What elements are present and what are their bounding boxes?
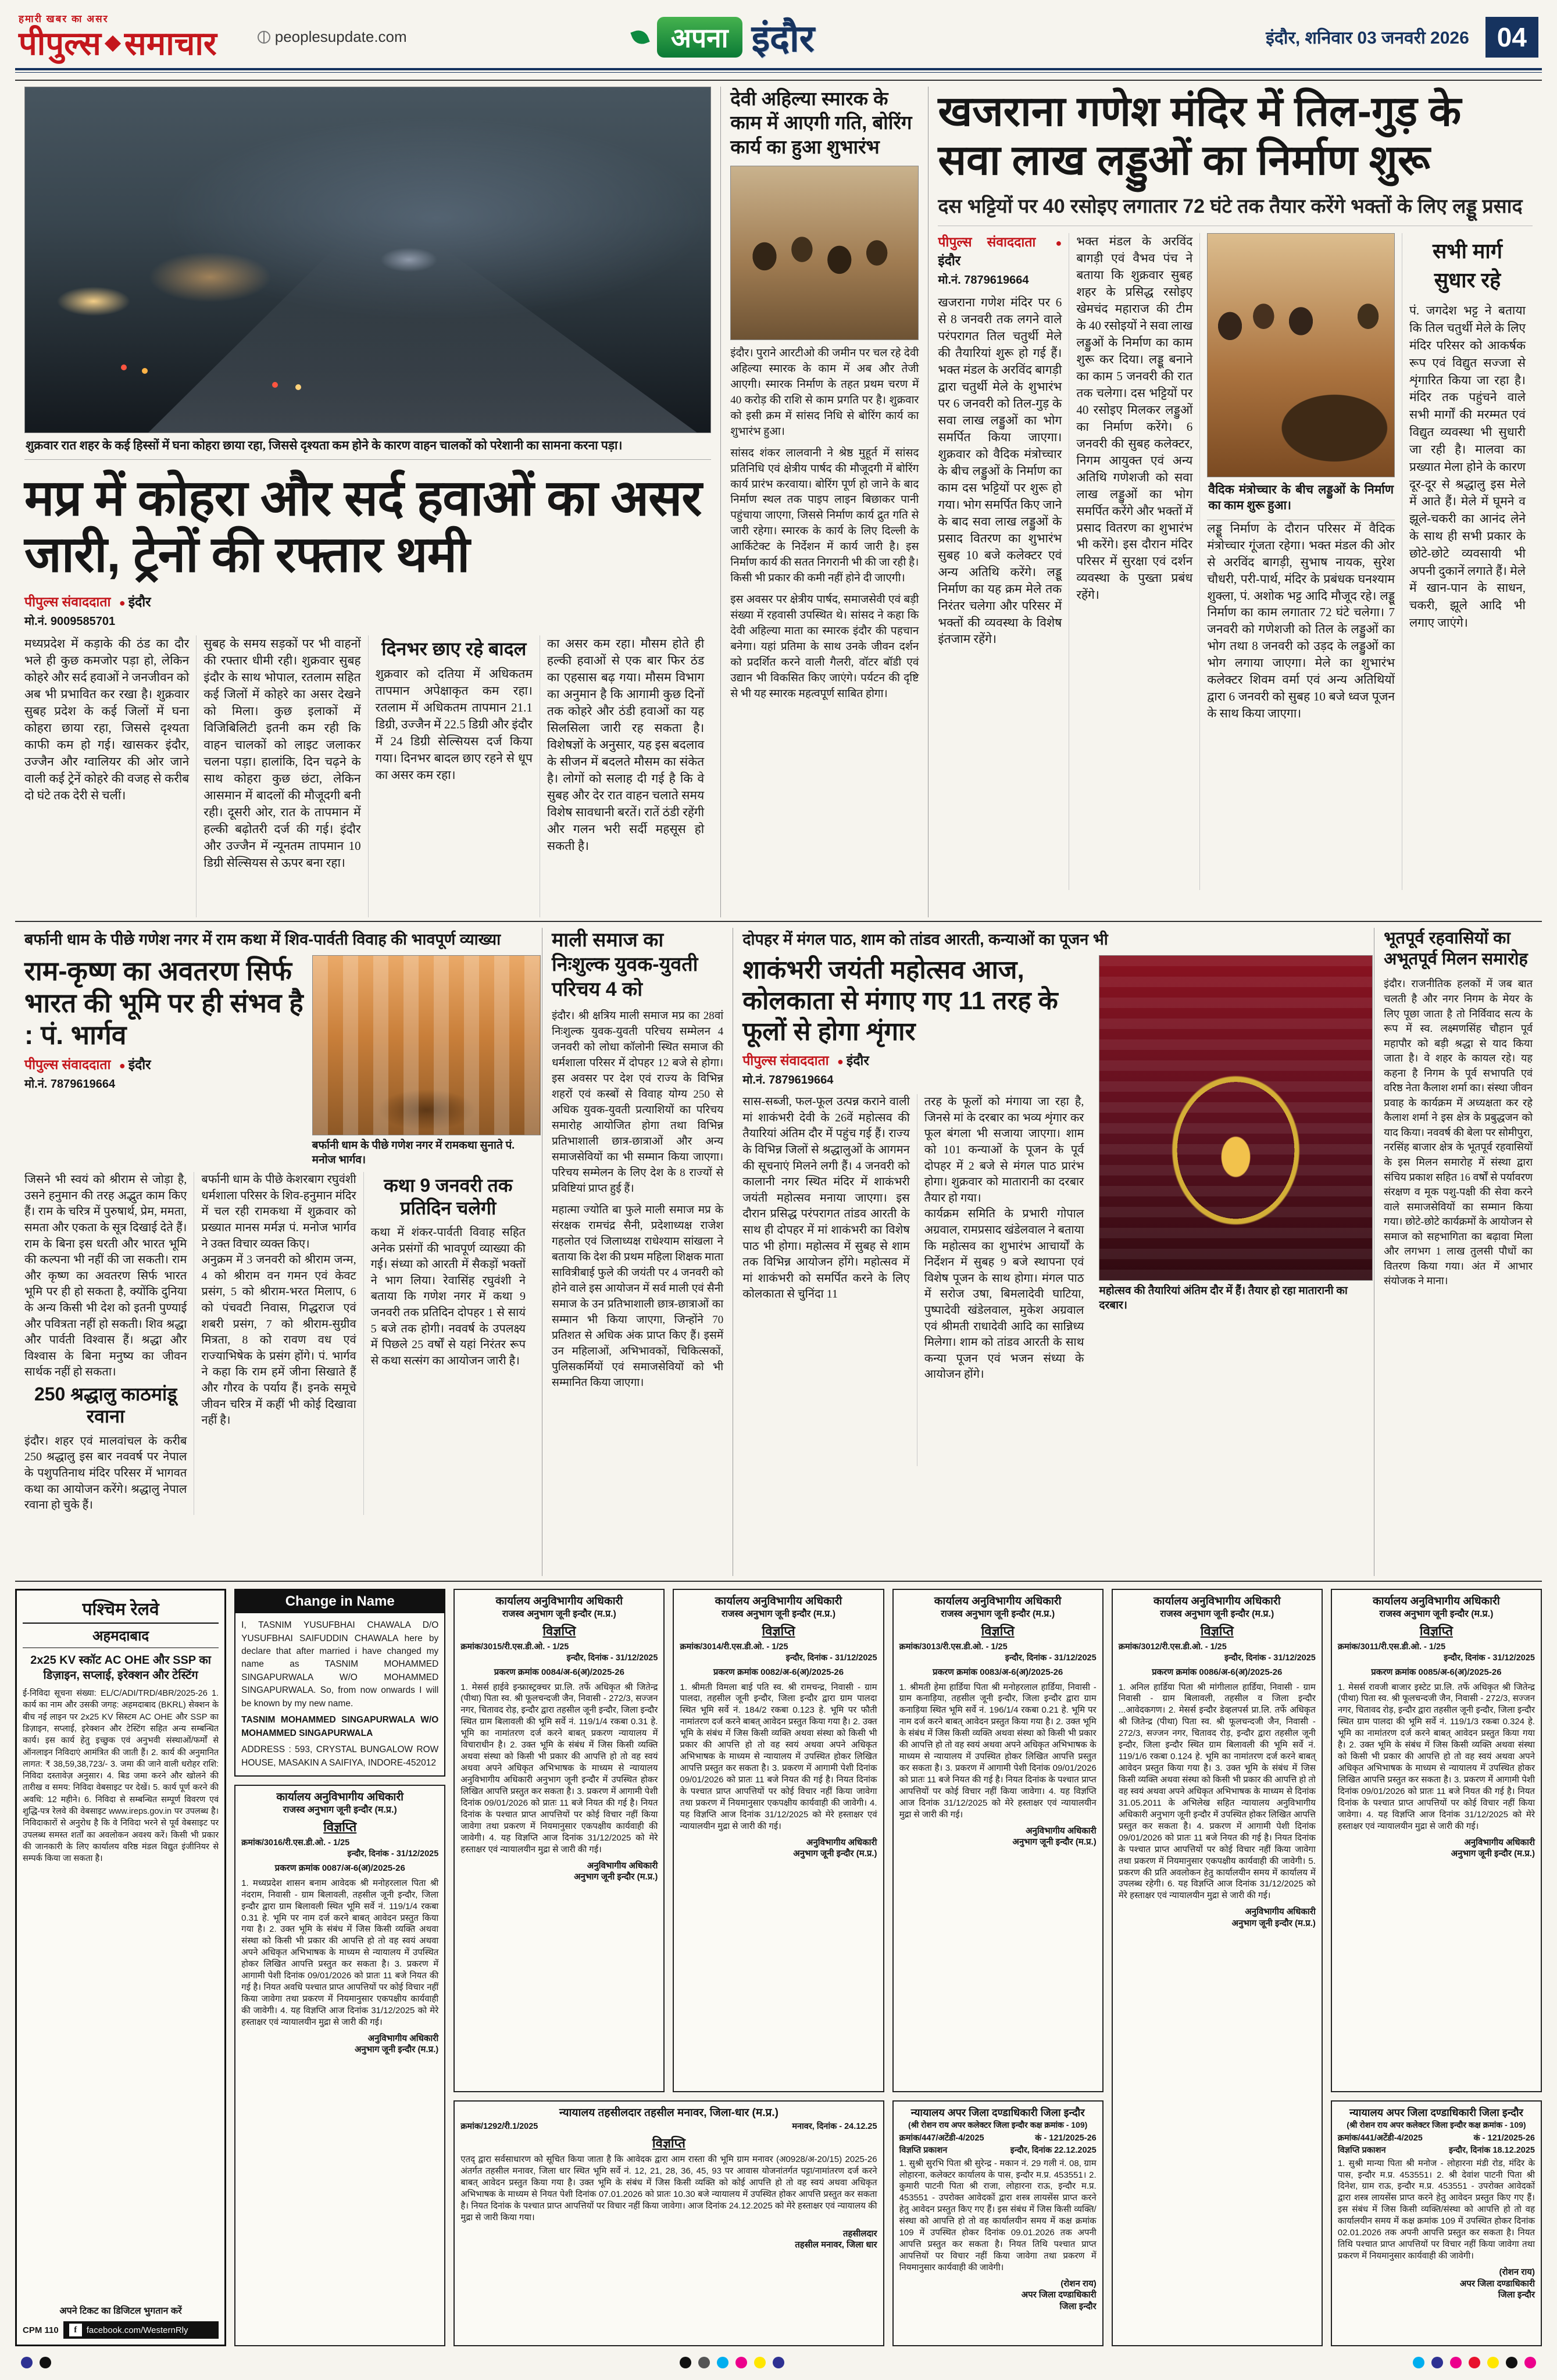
fog-body-columns <box>24 635 711 917</box>
body-text: तरह के फूलों को मंगाया जा रहा है, जिनसे मां के दरबार का भव्य शृंगार कर फूल बंगला भी सजाया जाएगा। शाम को 101 कन्याओं के पूजन के पूर्व दोपहर में 2 बजे से मंगल पाठ प्रारंभ होगा। शुक्रवार को मातारानी का दरबार तैयार हो गया। <box>924 1095 1084 1205</box>
notice-signature <box>1119 1906 1316 1929</box>
change-of-name-notice <box>234 1589 445 1777</box>
body-text: बर्फानी धाम के पीछे केशरबाग रघुवंशी धर्मशाला परिसर के शिव-हनुमान मंदिर में चल रही रामकथा में शुक्रवार को प्रख्यात मानस मर्मज्ञ पं. मनोज भार्गव ने उक्त विचार व्यक्त किए। <box>201 1173 356 1250</box>
print-registration-marks-right <box>1413 2357 1536 2368</box>
print-colophon <box>15 2350 1542 2375</box>
court-office: न्यायालय अपर जिला दण्डाधिकारी जिला इन्दौर <box>910 2107 1085 2119</box>
leaf-icon <box>630 27 649 47</box>
railway-footer <box>23 2321 219 2339</box>
notice-body: 1. मेसर्स हाईवे इन्फ्रास्ट्रक्चर प्रा.लि. तर्फे अधिकृत श्री जितेन्द्र (पीथा) पिता स्व. श्री फूलचन्दजी जैन, निवासी - 272/3, सज्जन नगर, चितावद रोड़, इन्दौर द्वारा तहसील जूनी इन्दौर, जिला इन्दौर स्थित ग्राम बिलावली की भूमि सर्वे नं. 119/1/4 रकबा 0.31 हे. भूमि का नामांतरण दर्ज करने बाबत् प्रकरण न्यायालय में विचाराधीन है। 2. उक्त भूमि के संबंध में जिस किसी व्यक्ति अथवा संस्था को किसी भी प्रकार की आपत्ति हो तो वह स्वयं अथवा अपने अधिकृत अभिभाषक के माध्यम से न्यायालय अनुविभागीय अधिकारी अनुभाग जूनी इन्दौर में उपस्थित होकर लिखित आपत्ति प्रस्तुत कर सकता है। 3. प्रकरण में आगामी पेशी दिनांक 09/01/2026 को प्रातः 11 बजे नियत की गई है। नियत दिनांक के पश्चात प्राप्त आपत्तियों पर कोई विचार नहीं किया जावेगा तथा प्रकरण में नियमानुसार एकपक्षीय कार्यवाही की जावेगी। 4. यह विज्ञप्ति आज दिनांक 31/12/2025 को मेरे हस्ताक्षर एवं न्यायालयीन मुद्रा से जारी की गई। <box>460 1682 658 1854</box>
fog-headline: मप्र में कोहरा और सर्द हवाओं का असर जारी, ट्रेनों की रफ्तार थमी <box>24 470 702 583</box>
khajrana-headline: खजराना गणेश मंदिर में तिल-गुड़ के सवा लाख लड्डुओं का निर्माण शुरू <box>938 88 1462 184</box>
notice-meta-row-2 <box>899 2145 1097 2156</box>
body-text: इंदौर। पुराने आरटीओ की जमीन पर चल रहे देवी अहिल्या स्मारक के काम में अब और तेजी आएगी। स्मारक निर्माण के तहत प्रथम चरण में 40 करोड़ की राशि से काम प्रगति पर है। शुक्रवार को इसी क्रम में सांसद निधि से बोरिंग कार्य का शुभारंभ हुआ। <box>730 346 919 438</box>
ram-headline-wrap <box>24 955 304 1099</box>
body-text: सांसद शंकर लालवानी ने श्रेष्ठ मुहूर्त में सांसद प्रतिनिधि एवं क्षेत्रीय पार्षद की मौजूदगी में बोरिंग कार्य प्रारंभ करवाया। बोरिंग पूर्ण हो जाने के बाद निर्माण स्थल तक पाइप लाइन बिछाकर पानी पहुंचाया जाएगा, जिससे निर्माण कार्य द्रुत गति से जारी रहेगा। स्मारक के कार्य के लिए दिल्ली के आर्किटेक्ट के निर्देशन में कार्य जारी है। इस निर्माण कार्य की सतत निगरानी भी की जा रही है। किसी भी प्रकार की कमी नहीं होने दी जाएगी। <box>730 446 919 585</box>
notice-office-2: राजस्व अनुभाग जूनी इन्दौर (म.प्र.) <box>721 1609 836 1619</box>
body-text: शुक्रवार को दतिया में अधिकतम तापमान अपेक्षाकृत कम रहा। रतलाम में अधिकतम तापमान 21.1 डिग्री, उज्जैन में 22.5 डिग्री और इंदौर में 24 डिग्री सेल्सियस दर्ज किया गया। दिनभर बादल छाए रहने से धूप का असर कम रहा। <box>375 667 533 782</box>
body-text: इंदौर। श्री क्षत्रिय माली समाज मप्र का 28वां निःशुल्क युवक-युवती परिचय सम्मेलन 4 जनवरी को लोधा कॉलोनी स्थित समाज की धर्मशाला परिसर में दोपहर 12 बजे से होगा। इस अवसर पर देश एवं राज्य के विभिन्न शहरों एवं कस्बों से विवाह योग्य 250 से अधिक युवक-युवती प्रत्याशियों का परिचय समारोह आयोजित होगा तथा विभिन्न प्रतिभाशाली छात्र-छात्राओं और अन्य समाजसेवियों का भी सम्मान किया जाएगा। परिचय सम्मेलन के लिए देश के 8 राज्यों से प्रविष्टियां प्राप्त हुई हैं। <box>551 1010 724 1195</box>
notice-office: कार्यालय अनुविभागीय अधिकारी <box>715 1595 842 1608</box>
byline <box>24 592 711 610</box>
notice-meta-row <box>460 2121 877 2132</box>
article-ahilya-smarak <box>720 87 928 917</box>
byline <box>742 1050 1091 1069</box>
ahilya-headline: देवी अहिल्या स्मारक के काम में आएगी गति, बोरिंग कार्य का हुआ शुभारंभ <box>730 88 912 158</box>
notice-office: कार्यालय अनुविभागीय अधिकारी <box>1153 1595 1281 1608</box>
shakambhari-darbar-photo <box>1099 955 1373 1281</box>
notice-title: विज्ञप्ति <box>652 2136 685 2151</box>
khajrana-sidebar-headline: सभी मार्ग सुधार रहे <box>1432 239 1503 292</box>
notice-body: 1. मध्यप्रदेश शासन बनाम आवेदक श्री मनोहरलाल पिता श्री नंदराम, निवासी - ग्राम बिलावली, तहसील जूनी इन्दौर, जिला इन्दौर द्वारा ग्राम बिलावली स्थित भूमि सर्वे नं. 119/1/4 रकबा 0.31 हे. भूमि पर नाम दर्ज करने बाबत् आवेदन प्रस्तुत किया गया है। 2. उक्त भूमि के संबंध में जिस किसी व्यक्ति अथवा संस्था को किसी भी प्रकार की आपत्ति हो तो वह स्वयं अथवा अपने अधिकृत अभिभाषक के माध्यम से न्यायालय में उपस्थित होकर लिखित आपत्ति प्रस्तुत कर सकता है। 3. प्रकरण में आगामी पेशी दिनांक 09/01/2026 को प्रातः 11 बजे नियत की गई है। नियत अवधि पश्चात प्राप्त आपत्तियों पर कोई विचार नहीं किया जावेगा तथा प्रकरण में नियमानुसार एकपक्षीय कार्यवाही की जावेगी। 4. यह विज्ञप्ति आज दिनांक 31/12/2025 को मेरे हस्ताक्षर एवं न्यायालयीन मुद्रा से जारी की गई। <box>241 1878 439 2027</box>
ram-body-columns <box>24 1172 533 1515</box>
byline-agency: पीपुल्स संवाददाता <box>938 234 1036 250</box>
shak-byline-row <box>742 1050 1091 1087</box>
notice-office-2: राजस्व अनुभाग जूनी इन्दौर (म.प्र.) <box>502 1609 616 1619</box>
notice-title: विज्ञप्ति प्रकाशन <box>899 2146 948 2156</box>
ram-sub2-headline: कथा 9 जनवरी तक प्रतिदिन चलेगी <box>384 1175 513 1218</box>
classifieds-column-2 <box>234 1589 445 2346</box>
notice-body: 1. सुश्री सुरभि पिता श्री सुरेन्द्र - मकान नं. 29 गली नं. 08, ग्राम लोहारना, कलेक्टर कार्यालय के पास, इन्दौर म.प्र. 453551। 2. कुमारी पाटनी पिता श्री राजा, लोहारना राऊ, इन्दौर म.प्र. 453551 - उपरोक्त आवेदकों द्वारा शस्त्र लायसेंस प्राप्त करने हेतु आवेदन प्रस्तुत किए गए हैं। इस संबंध में जिस किसी व्यक्ति/संस्था को आपत्ति हो तो वह कार्यालयीन समय में कक्ष क्रमांक 109 में उपस्थित होकर दिनांक 09.01.2026 तक अपनी आपत्ति प्रस्तुत कर सकता है। नियत तिथि पश्चात प्राप्त आपत्तियों पर विचार नहीं किया जावेगा तथा प्रकरण में नियमानुसार कार्यवाही की जावेगी। <box>899 2158 1097 2273</box>
body-text: अनुक्रम में 3 जनवरी को श्रीराम जन्म, 4 को श्रीराम वन गमन एवं केवट प्रसंग, 5 को श्रीराम-भरत मिलाप, 6 को पंचवटी निवास, गिद्धराज एवं शबरी प्रसंग, 7 को श्रीराम-सुग्रीव मित्रता, 8 को रावण वध एवं राज्याभिषेक के प्रसंग होंगे। पं. भार्गव ने कहा कि राम हमें जीना सिखाते हैं और गौरव के पर्याय हैं। इनके समूचे जीवन चरित्र में कहीं भी कोई दिखावा नहीं है। <box>201 1253 356 1427</box>
notice-right-number: कं - 121/2025-26 <box>1035 2134 1097 2143</box>
byline-city: ● इंदौर <box>837 1053 869 1068</box>
legal-notice-4 <box>892 1589 1104 2092</box>
notice-date: इन्दौर, दिनांक - 31/12/2025 <box>785 1653 877 1663</box>
ram-kicker: बर्फानी धाम के पीछे गणेश नगर में राम कथा में शिव-पार्वती विवाह की भावपूर्ण व्याख्या <box>24 930 501 948</box>
court-office-2: (श्री रोशन राय अपर कलेक्टर जिला इन्दौर कक्ष क्रमांक - 109) <box>1347 2120 1526 2130</box>
print-registration-marks-center <box>680 2357 784 2368</box>
facebook-icon: f <box>69 2324 82 2336</box>
notice-signature <box>460 2228 877 2251</box>
article-ram-katha <box>15 928 542 1576</box>
notice-number: क्रमांक/3013/री.एस.डी.ओ. - 1/25 <box>899 1642 1008 1652</box>
notice-title: विज्ञप्ति <box>1419 1623 1453 1638</box>
ram-body-col-2 <box>194 1172 363 1515</box>
website-link[interactable] <box>258 28 407 46</box>
ram-body-col-1 <box>24 1172 194 1515</box>
railway-tender-body: ई-निविदा सूचना संख्या: EL/C/ADI/TRD/4BR/2025-26 1. कार्य का नाम और उसकी जगह: अहमदाबाद (BKRL) सेक्शन के बीच नई लाइन पर 2x25 KV सिस्टम AC OHE और SSP का डिज़ाइन, सप्लाई, इरेक्शन और टेस्टिंग सहित अन्य सम्बन्धित कार्य। इस कार्य हेतु इच्छुक एवं अनुभवी संस्थाओं/फर्मों से ऑनलाइन निविदाएं आमंत्रित की जाती हैं। 2. कार्य की अनुमानित लागत: ₹ 38,59,38,723/- 3. जमा की जाने वाली धरोहर राशि: निविदा दस्तावेज़ अनुसार। 4. बिड जमा करने और खोलने की तारीख व समय: निविदा वेबसाइट पर देखें। 5. कार्य पूर्ण करने की अवधि: 12 महीने। 6. निविदा से सम्बन्धित सम्पूर्ण विवरण एवं शुद्धि-पत्र रेलवे की वेबसाइट www.ireps.gov.in पर उपलब्ध है। निविदाकारों से अनुरोध है कि वे निविदा भरने से पूर्व वेबसाइट पर उपलब्ध समस्त शर्तों का अवलोकन अवश्य करें। किसी भी प्रकार की जानकारी के लिए कार्यालय वरिष्ठ मंडल विद्युत इंजीनियर से सम्पर्क किया जा सकता है। <box>23 1689 219 1864</box>
notice-sign-line-2: अनुभाग जूनी इन्दौर (म.प्र.) <box>574 1872 658 1882</box>
notice-signature <box>1338 2267 1535 2301</box>
notice-date: इन्दौर, दिनांक 18.12.2025 <box>1448 2146 1535 2156</box>
ram-sub1-headline: 250 श्रद्धालु काठमांडू रवाना <box>34 1384 177 1427</box>
globe-icon <box>258 31 270 44</box>
body-text: भक्त मंडल के अरविंद बागड़ी एवं वैभव पंच ने बताया कि शुक्रवार सुबह शहर के प्रसिद्ध रसोइए खेमचंद महाराज की टीम के 40 रसोइयों ने सवा लाख लड्डुओं के निर्माण का काम शुरू कर दिया। लड्डू बनाने का काम 5 जनवरी की रात तक चलेगा। दस भट्टियों पर 40 रसोइए मिलकर लड्डुओं का निर्माण करेंगे। 6 जनवरी की सुबह कलेक्टर, निगम आयुक्त एवं अन्य अतिथि गणेशजी को सवा लाख लड्डुओं का भोग समर्पित करेंगे और भक्तों में प्रसाद वितरण का शुभारंभ भी करेंगे। इस दौरान मंदिर परिसर में सुरक्षा एवं दर्शन व्यवस्था के पुख्ता प्रबंध रहेंगे। <box>1076 234 1193 602</box>
khajrana-body-columns <box>938 233 1533 890</box>
article-fog <box>15 87 720 917</box>
notice-case-number: प्रकरण क्रमांक 0087/अ-6(अ)/2025-26 <box>274 1863 405 1873</box>
notice-sign-line-1: अनुविभागीय अधिकारी <box>1245 1907 1316 1917</box>
ahilya-boring-photo <box>730 166 919 340</box>
court-notice-1 <box>892 2100 1104 2346</box>
byline-agency: पीपुल्स संवाददाता <box>24 1057 111 1073</box>
court-office: न्यायालय अपर जिला दण्डाधिकारी जिला इन्दौर <box>1349 2107 1523 2119</box>
byline-phone: मो.नं. 7879619664 <box>938 273 1029 287</box>
shak-body-col-1 <box>742 1094 917 1466</box>
notice-case-number: प्रकरण क्रमांक 0085/अ-6(अ)/2025-26 <box>1371 1667 1502 1677</box>
fog-body-col-1 <box>24 635 196 917</box>
notice-number: क्रमांक/1292/री.1/2025 <box>460 2121 538 2131</box>
notice-signature <box>899 2278 1097 2313</box>
notice-sign-line-1: अनुविभागीय अधिकारी <box>367 2033 439 2043</box>
logo-tagline: हमारी खबर का असर <box>19 13 109 24</box>
body-text: इंदौर। राजनीतिक हलकों में जब बात चलती है और नगर निगम के मेयर के लिए पूछा जाता है तो निर्विवाद सत्य के रूप में स्व. लक्ष्मणसिंह चौहान पूर्व महापौर को बड़ी श्रद्धा से याद किया जाता है। वे शहर के कायल रहे। यह कहना है निगम के पूर्व सभापति एवं वरिष्ठ नेता कैलाश शर्मा का। संस्था जीवन प्रवाह के कार्यक्रम में अध्यक्षता कर रहे कैलाश शर्मा ने इस क्षेत्र के प्रबुद्धजन को याद किया। नववर्ष की बेला पर सोमीपुरा, नरसिंह बाजार क्षेत्र के भूतपूर्व रहवासियों के इस मिलन समारोह में संस्था द्वारा संचिय प्रकाश सहित 16 वर्षों से पर्यावरण संरक्षण व मूक पशु-पक्षी की सेवा करने वाले समाजसेवियों का सम्मान किया गया। छोटे-छोटे कार्यक्रमों के आयोजन से समाज को सहभागिता का बढ़ावा मिला और लगभग 1 लाख तुलसी पौधों का वितरण किया गया। अंत में आभार संयोजक ने माना। <box>1384 978 1533 1287</box>
middle-band <box>15 921 1542 1576</box>
court-office-2: (श्री रोशन राय अपर कलेक्टर जिला इन्दौर कक्ष क्रमांक - 109) <box>908 2120 1088 2130</box>
legal-notice-6 <box>1331 1589 1542 2092</box>
byline-city: ● इंदौर <box>119 1057 151 1072</box>
body-text: जिसने भी स्वयं को श्रीराम से जोड़ा है, उसने हनुमान की तरह अद्भुत काम किए हैं। राम के चरित्र में पुरुषार्थ, प्रेम, ममता, समता और एकता के सूत्र दिखाई देते हैं। राम के बिना इस धरती और भारत भूमि की कल्पना भी नहीं की जा सकती। राम और कृष्ण का अवतरण सिर्फ भारत भूमि पर ही हो सकता है, क्योंकि दुनिया के अन्य किसी भी देश को इतनी पुण्याई और पवित्रता नहीं हो सकती। शिव श्रद्धा और पार्वती विश्वास हैं। श्रद्धा और विश्वास के बिना मनुष्य का जीवन सार्थक नहीं हो सकता। <box>24 1173 187 1379</box>
notice-sign-line-1: तहसीलदार <box>842 2228 877 2239</box>
fog-body-col-4 <box>540 635 711 917</box>
fog-subhead: दिनभर छाए रहे बादल <box>381 638 527 659</box>
legal-notice-2 <box>453 1589 665 2092</box>
byline-phone: मो.नं. 9009585701 <box>24 614 116 628</box>
notice-sign-line-2: अनुभाग जूनी इन्दौर (म.प्र.) <box>1231 1918 1316 1928</box>
change-of-name-body <box>235 1613 444 1775</box>
legal-notice-5 <box>1112 1589 1323 2346</box>
article-shakambhari <box>733 928 1374 1576</box>
notice-case-number: प्रकरण क्रमांक 0086/अ-6(अ)/2025-26 <box>1152 1667 1283 1677</box>
change-of-name-address: ADDRESS : 593, CRYSTAL BUNGALOW ROW HOUSE, MASAKIN A SAIFIYA, INDORE-452012 <box>241 1745 439 1768</box>
khajrana-photo-caption: वैदिक मंत्रोच्चार के बीच लड्डुओं के निर्माण का काम शुरू हुआ। <box>1207 477 1395 520</box>
byline <box>24 1055 304 1073</box>
masthead-rule <box>15 68 1542 73</box>
article-milan-samaroh <box>1374 928 1542 1576</box>
notice-sign-line-1: अनुविभागीय अधिकारी <box>587 1860 658 1871</box>
fog-body-col-3 <box>368 635 540 917</box>
website-url[interactable]: peoplesupdate.com <box>274 28 407 45</box>
shak-photo-caption: महोत्सव की तैयारियां अंतिम दौर में हैं। तैयार हो रहा मातारानी का दरबार। <box>1099 1284 1348 1311</box>
edition-word-apna: अपना <box>657 17 742 58</box>
article-mali-samaj <box>542 928 733 1576</box>
ram-header-row <box>24 955 533 1167</box>
manavar-tehsil-notice <box>453 2100 884 2346</box>
notice-body: 1. अनिल हार्डिया पिता श्री मांगीलाल हार्डिया, निवासी - ग्राम निवासी - ग्राम बिलावली, तहसील व जिला इन्दौर ...आवेदकगण। 2. मेसर्स इन्दौर डेव्हलपर्स प्रा.लि. तर्फे अधिकृत श्री जितेन्द्र (पीथा) पिता स्व. श्री फूलचन्दजी जैन, निवासी - 272/3, सज्जन नगर, चितावद रोड़, इन्दौर द्वारा तहसील जूनी इन्दौर, जिला इन्दौर स्थित ग्राम बिलावली की भूमि सर्वे नं. 119/1/6 रकबा 0.124 हे. भूमि का नामांतरण दर्ज करने बाबत् आवेदन प्रस्तुत किया गया है। 3. उक्त भूमि के संबंध में जिस किसी व्यक्ति अथवा संस्था को किसी भी प्रकार की आपत्ति हो तो वह स्वयं अथवा अपने अधिकृत अभिभाषक के माध्यम से दिनांक 31.05.2011 के अभिलेख सहित न्यायालय अनुविभागीय अधिकारी अनुभाग जूनी इन्दौर में उपस्थित होकर लिखित आपत्ति प्रस्तुत कर सकता है। 4. प्रकरण में आगामी पेशी दिनांक 09/01/2026 को प्रातः 11 बजे नियत की गई है। नियत दिनांक के पश्चात प्राप्त आपत्तियों पर कोई विचार नहीं किया जावेगा तथा प्रकरण में नियमानुसार एकपक्षीय कार्यवाही की जावेगी। 5. प्रकरण की प्रति अवलोकन हेतु कार्यालयीन समय में कार्यालय में उपलब्ध रहेगी। 6. यह विज्ञप्ति आज दिनांक 31/12/2025 को मेरे हस्ताक्षर एवं न्यायालयीन मुद्रा से जारी की गई। <box>1118 1682 1316 1901</box>
shak-figure <box>1099 955 1373 1466</box>
facebook-url[interactable]: facebook.com/WesternRly <box>86 2325 188 2335</box>
railway-tender-title: 2x25 KV स्कॉट AC OHE और SSP का डिज़ाइन, सप्लाई, इरेक्शन और टेस्टिंग <box>30 1654 211 1682</box>
notice-signature <box>899 1825 1097 1848</box>
notice-title: विज्ञप्ति <box>542 1623 576 1638</box>
ram-byline-row <box>24 1055 304 1091</box>
court-notice-2 <box>1331 2100 1542 2346</box>
notice-body: एतद् द्वारा सर्वसाधारण को सूचित किया जाता है कि आवेदक द्वारा आम रास्ता की भूमि ग्राम मनावर (अ0928/अ-20/15) 2025-26 अंतर्गत तहसील मनावर, जिला धार स्थित भूमि सर्वे नं. 12, 21, 28, 36, 45, 93 पर आवास योजनांतर्गत पट्टा/नामांतरण दर्ज करने बाबत् आवेदन प्रस्तुत किया गया है। उक्त भूमि के संबंध में जिस किसी व्यक्ति को कोई आपत्ति हो तो वह स्वयं अथवा अधिकृत अभिभाषक के माध्यम से नियत पेशी दिनांक 07.01.2026 को प्रातः 10.30 बजे न्यायालय में उपस्थित होकर आपत्ति प्रस्तुत कर सकता है। नियत दिनांक के पश्चात प्राप्त आपत्तियों पर विचार नहीं किया जावेगा। आज दिनांक 24.12.2025 को मेरे हस्ताक्षर एवं न्यायालय की मुद्रा से जारी किया गया। <box>460 2154 877 2223</box>
notice-meta-row-2 <box>1338 2145 1535 2156</box>
logo-text <box>19 27 217 60</box>
notice-case-number: प्रकरण क्रमांक 0084/अ-6(अ)/2025-26 <box>494 1667 624 1677</box>
notice-title: विज्ञप्ति प्रकाशन <box>1337 2146 1386 2156</box>
fog-byline-row <box>24 592 711 628</box>
dateline: इंदौर, शनिवार 03 जनवरी 2026 <box>1266 28 1469 48</box>
body-text: का असर कम रहा। मौसम होते ही हल्की हवाओं से एक बार फिर ठंड का एहसास बढ़ गया। मौसम विभाग का अनुमान है कि आगामी कुछ दिनों तक कोहरे और ठंडी हवाओं का यह सिलसिला जारी रह सकता है। विशेषज्ञों के अनुसार, यह इस बदलाव के सीजन में बदलते मौसम का संकेत है। लोगों को सलाह दी गई है कि वे सुबह और देर रात वाहन चलाते समय विशेष सावधानी बरतें। रातें ठंडी रहेंगी और गलन भरी सर्दी महसूस हो सकती है। <box>547 636 705 853</box>
notice-office: न्यायालय तहसीलदार तहसील मनावर, जिला-धार (म.प्र.) <box>559 2107 779 2120</box>
ram-body-col-3 <box>363 1172 533 1515</box>
byline-city: ● इंदौर <box>119 594 151 609</box>
notice-sign-line-3: जिला इन्दौर <box>1059 2301 1097 2311</box>
notice-body: 1. सुश्री मान्या पिता श्री मनोज - लोहारना मंडी रोड, मंदिर के पास, इन्दौर म.प्र. 453551। 2. श्री देवांश पाटनी पिता श्री दिनेश, ग्राम राऊ, इन्दौर म.प्र. 453551 - उपरोक्त आवेदकों द्वारा शस्त्र लायसेंस प्राप्त करने हेतु आवेदन प्रस्तुत किए गए हैं। इस संबंध में जिस किसी व्यक्ति/संस्था को आपत्ति हो तो वह कार्यालयीन समय में कक्ष क्रमांक 109 में उपस्थित होकर दिनांक 02.01.2026 तक अपनी आपत्ति प्रस्तुत कर सकता है। नियत तिथि पश्चात प्राप्त आपत्तियों पर विचार नहीं किया जावेगा तथा प्रकरण में नियमानुसार कार्यवाही की जावेगी। <box>1337 2158 1535 2261</box>
notice-right-number: कं - 121/2025-26 <box>1473 2134 1535 2143</box>
notice-signature <box>241 2033 438 2056</box>
notice-body: 1. श्रीमती हेमा हार्डिया पिता श्री मनोहरलाल हार्डिया, निवासी - ग्राम कनाड़िया, तहसील जूनी इन्दौर, जिला इन्दौर द्वारा ग्राम कनाड़िया स्थित भूमि सर्वे नं. 196/1/4 रकबा 0.21 हे. भूमि पर नाम दर्ज करने बाबत् आवेदन प्रस्तुत किया गया है। 2. उक्त भूमि के संबंध में जिस किसी व्यक्ति अथवा संस्था को किसी भी प्रकार की आपत्ति हो तो वह स्वयं अथवा अपने अधिकृत अभिभाषक के माध्यम से न्यायालय में उपस्थित होकर लिखित आपत्ति प्रस्तुत कर सकता है। 3. प्रकरण में आगामी पेशी दिनांक 09/01/2026 को प्रातः 11 बजे नियत की गई है। नियत दिनांक के पश्चात प्राप्त आपत्तियों पर कोई विचार नहीं किया जावेगा। 4. यह विज्ञप्ति आज दिनांक 31/12/2025 को मेरे हस्ताक्षर एवं न्यायालयीन मुद्रा से जारी की गई। <box>899 1682 1097 1820</box>
notice-signature <box>460 1860 658 1883</box>
notice-sign-line-2: अनुभाग जूनी इन्दौर (म.प्र.) <box>354 2045 439 2055</box>
railway-tender-notice <box>15 1589 226 2346</box>
byline-agency: पीपुल्स संवाददाता <box>24 594 111 609</box>
logo-diamond-icon <box>105 35 121 52</box>
notice-sign-line-1: अनुविभागीय अधिकारी <box>806 1837 877 1847</box>
notice-sign-line-2: अपर जिला दण्डाधिकारी <box>1459 2278 1535 2289</box>
notice-title: विज्ञप्ति <box>323 1819 357 1834</box>
notice-office: कार्यालय अनुविभागीय अधिकारी <box>934 1595 1062 1608</box>
body-text: खजराना गणेश मंदिर पर 6 से 8 जनवरी तक लगने वाले परंपरागत तिल चतुर्थी मेले की तैयारियां शुरू हो गई हैं। भक्त मंडल के अरविंद बागड़ी द्वारा चतुर्थी मेले के शुभारंभ पर 6 जनवरी को तिल-गुड़ के सवा लाख लड्डुओं का भोग समर्पित किया जाएगा। शुक्रवार को वैदिक मंत्रोच्चार के बीच लड्डुओं के निर्माण का काम दस भट्टियों पर शुरू हो गया। भोग समर्पित किए जाने के बाद सवा लाख लड्डुओं के प्रसाद वितरण का शुभारंभ सुबह 10 बजे कलेक्टर एवं अन्य अतिथि करेंगे। लड्डू निर्माण का यह क्रम मेले तक निरंतर चलेगा और परिसर में भक्तों की व्यवस्था के विशेष इंतजाम रहेंगे। <box>938 295 1062 646</box>
notice-sign-line-2: तहसील मनावर, जिला धार <box>795 2240 877 2250</box>
shak-body-col-2 <box>917 1094 1091 1466</box>
masthead <box>15 9 1542 68</box>
body-text: लड्डू निर्माण के दौरान परिसर में वैदिक मंत्रोच्चार गूंजता रहेगा। भक्त मंडल की ओर से अरविंद बागड़ी, सुभाष नायक, सुरेश चौधरी, परी-पार्थ, मंदिर के प्रबंधक घनश्याम शुक्ला, पं. अशोक भट्ट आदि मौजूद रहे। लड्डू निर्माण का काम लगातार 72 घंटे चलेगा। 7 जनवरी को गणेशजी को तिल के लड्डुओं का भोग तथा 8 जनवरी को उड़द के लड्डुओं का भोग लगाया जाएगा। मेले का शुभारंभ कलेक्टर शिवम वर्मा एवं अन्य अतिथियों द्वारा 6 जनवरी को सुबह 10 बजे ध्वज पूजन के साथ किया जाएगा। <box>1207 521 1395 721</box>
notice-number: क्रमांक/3015/री.एस.डी.ओ. - 1/25 <box>460 1642 569 1652</box>
fog-night-road-photo <box>24 87 711 433</box>
notice-sign-line-2: अनुभाग जूनी इन्दौर (म.प्र.) <box>1012 1837 1097 1847</box>
notice-meta-row <box>1338 2133 1535 2144</box>
khajrana-col-2 <box>1069 233 1199 890</box>
edition-word-indore: इंदौर <box>751 17 815 59</box>
logo-word-2: समाचार <box>124 25 217 62</box>
khajrana-laddu-photo <box>1207 233 1395 477</box>
notice-signature <box>680 1837 877 1860</box>
body-text: पं. जगदेश भट्ट ने बताया कि तिल चतुर्थी मेले के लिए मंदिर परिसर को आकर्षक रूप एवं विद्युत सज्जा से शृंगारित किया जा रहा है। मंदिर तक पहुंचने वाले सभी मार्गों की मरम्मत एवं विद्युत व्यवस्था भी सुधारी जा रही है। मालवा का प्रख्यात मेला होने के कारण दूर-दूर से श्रद्धालु इस मेले में आते हैं। मेले में घूमने व झूले-चकरी का आनंद लेने के साथ ही सभी प्रकार के छोटे-छोटे व्यवसायी भी अपनी दुकानें लगाते हैं। मेले में खान-पान के साधन, चकरी, झूले आदि भी लगाए जाएंगे। <box>1409 303 1526 630</box>
notice-date: मनावर, दिनांक - 24.12.25 <box>792 2121 877 2131</box>
railway-org: पश्चिम रेलवे <box>23 1596 219 1624</box>
notice-signature <box>1338 1837 1535 1860</box>
notice-sign-line-2: अनुभाग जूनी इन्दौर (म.प्र.) <box>793 1849 877 1859</box>
notice-office-2: राजस्व अनुभाग जूनी इन्दौर (म.प्र.) <box>1379 1609 1494 1619</box>
legal-notice-1 <box>234 1785 445 2346</box>
body-text: कथा में शंकर-पार्वती विवाह सहित अनेक प्रसंगों की भावपूर्ण व्याख्या की गई। संध्या को आरती में सैकड़ों भक्तों ने भाग लिया। रेवासिंह रघुवंशी ने बताया कि गणेश नगर में कथा 9 जनवरी तक प्रतिदिन दोपहर 1 से सायं 5 बजे तक होगी। नववर्ष के उपलक्ष्य में पिछले 25 वर्षों से यहां निरंतर रूप से कथा सत्संग का आयोजन जारी है। <box>370 1226 526 1367</box>
notice-office-2: राजस्व अनुभाग जूनी इन्दौर (म.प्र.) <box>1160 1609 1274 1619</box>
notice-office-2: राजस्व अनुभाग जूनी इन्दौर (म.प्र.) <box>941 1609 1055 1619</box>
top-band <box>15 80 1542 917</box>
shak-header-row <box>742 955 1365 1466</box>
notice-number: क्रमांक/3012/री.एस.डी.ओ. - 1/25 <box>1118 1642 1227 1652</box>
milan-headline: भूतपूर्व रहवासियों का अभूतपूर्व मिलन समारोह <box>1384 928 1528 969</box>
khajrana-photo-col <box>1199 233 1402 890</box>
notice-title: विज्ञप्ति <box>762 1623 795 1638</box>
notice-number: क्रमांक/3016/री.एस.डी.ओ. - 1/25 <box>241 1838 350 1848</box>
print-registration-marks-left <box>21 2357 51 2368</box>
change-of-name-new-name: TASNIM MOHAMMED SINGAPURWALA W/O MOHAMMED SINGAPURWALA <box>241 1715 439 1738</box>
body-text: इस अवसर पर क्षेत्रीय पार्षद, समाजसेवी एवं बड़ी संख्या में रहवासी उपस्थित थे। सांसद ने कहा कि देवी अहिल्या माता का स्मारक इंदौर की पहचान बनेगा। यहां प्रतिमा के साथ उनके जीवन दर्शन को प्रदर्शित करने वाली गैलरी, वॉटर बॉडी एवं उद्यान भी विकसित किए जाएंगे। पर्यटन की दृष्टि से भी यह स्मारक महत्वपूर्ण साबित होगा। <box>730 594 919 701</box>
shak-left <box>742 955 1091 1466</box>
legal-notice-3 <box>673 1589 884 2092</box>
notice-case-number: प्रकरण क्रमांक 0082/अ-6(अ)/2025-26 <box>713 1667 844 1677</box>
khajrana-col-1 <box>938 233 1069 890</box>
notice-sign-line-1: (रोशन राय) <box>1499 2267 1535 2278</box>
ram-headline: राम-कृष्ण का अवतरण सिर्फ भारत की भूमि पर ही संभव है : पं. भार्गव <box>24 955 303 1050</box>
byline-phone: मो.नं. 7879619664 <box>24 1078 116 1091</box>
mali-headline: माली समाज का निःशुल्क युवक-युवती परिचय 4 को <box>551 928 698 1000</box>
notice-case-number: प्रकरण क्रमांक 0083/अ-6(अ)/2025-26 <box>932 1667 1063 1677</box>
change-of-name-title: Change in Name <box>235 1590 444 1613</box>
notice-date: इन्दौर, दिनांक - 31/12/2025 <box>1444 1653 1535 1663</box>
notice-office: कार्यालय अनुविभागीय अधिकारी <box>495 1595 623 1608</box>
notice-office-2: राजस्व अनुभाग जूनी इन्दौर (म.प्र.) <box>283 1804 397 1815</box>
article-khajrana-laddu <box>928 87 1542 917</box>
notice-body: 1. श्रीमती विमला बाई पति स्व. श्री रामचन्द्र, निवासी - ग्राम पालदा, तहसील जूनी इन्दौर, जिला इन्दौर द्वारा ग्राम पालदा स्थित भूमि सर्वे नं. 184/2 रकबा 0.123 हे. भूमि पर फौती नामांतरण दर्ज करने बाबत् आवेदन प्रस्तुत किया गया है। 2. उक्त भूमि के संबंध में जिस किसी व्यक्ति अथवा संस्था को किसी भी प्रकार की आपत्ति हो तो वह स्वयं अथवा अपने अधिकृत अभिभाषक के माध्यम से न्यायालय में उपस्थित होकर लिखित आपत्ति प्रस्तुत कर सकता है। 3. प्रकरण में आगामी पेशी दिनांक 09/01/2026 को प्रातः 11 बजे नियत की गई है। नियत दिनांक के पश्चात प्राप्त आपत्तियों पर कोई विचार नहीं किया जावेगा तथा प्रकरण में नियमानुसार एकपक्षीय कार्यवाही की जावेगी। 4. यह विज्ञप्ति आज दिनांक 31/12/2025 को मेरे हस्ताक्षर एवं न्यायालयीन मुद्रा से जारी की गई। <box>680 1682 877 1831</box>
body-text: मध्यप्रदेश में कड़ाके की ठंड का दौर भले ही कुछ कमजोर पड़ा हो, लेकिन कोहरे और सर्द हवाओं ने जनजीवन को अब भी प्रभावित कर रखा है। शुक्रवार सुबह प्रदेश के कई जिलों में घना कोहरा छाया रहा, जिससे दृश्यता काफी कम हो गई। खासकर इंदौर, उज्जैन और ग्वालियर की ओर जाने वाली कई ट्रेनें कोहरे की वजह से करीब दो घंटे तक देरी से चलीं। <box>24 636 190 802</box>
page-number: 04 <box>1485 17 1538 58</box>
khajrana-sidebar <box>1402 233 1533 890</box>
notice-sign-line-3: जिला इन्दौर <box>1498 2290 1535 2300</box>
byline-agency: पीपुल्स संवाददाता <box>742 1053 829 1069</box>
body-text: इंदौर। शहर एवं मालवांचल के करीब 250 श्रद्धालु इस बार नववर्ष पर नेपाल के पशुपतिनाथ मंदिर परिसर में भागवत कथा का आयोजन करेंगे। श्रद्धालु नेपाल रवाना हो चुके हैं। <box>24 1434 187 1512</box>
railway-cpm: CPM 110 <box>23 2325 59 2335</box>
railway-facebook-link[interactable] <box>63 2321 219 2339</box>
fog-photo-caption: शुक्रवार रात शहर के कई हिस्सों में घना कोहरा छाया रहा, जिससे दृश्यता कम होने के कारण वाहन चालकों को परेशानी का सामना करना पड़ा। <box>24 433 711 460</box>
ram-katha-photo <box>312 955 541 1135</box>
edition-title <box>633 12 815 62</box>
notice-date: इन्दौर, दिनांक - 31/12/2025 <box>566 1653 658 1663</box>
notice-office: कार्यालय अनुविभागीय अधिकारी <box>1373 1595 1500 1608</box>
railway-city: अहमदाबाद <box>23 1624 219 1648</box>
body-text: महात्मा ज्योति बा फुले माली समाज मप्र के संरक्षक रामचंद्र सैनी, प्रदेशाध्यक्ष राजेश गहलोत एवं जिलाध्यक्ष राधेश्याम सांखला ने बताया कि देश की प्रथम महिला शिक्षक माता सावित्रीबाई फुले की जयंती पर 4 जनवरी को होने वाले इस आयोजन में सर्व माली एवं सैनी समाज के उन प्रतिभाशाली छात्र-छात्राओं का सम्मान भी किया जाएगा, जिन्होंने 70 प्रतिशत से अधिक अंक प्राप्त किए हैं। इसमें उन महिलाओं, अभिभावकों, चिकित्सकों, पुलिसकर्मियों एवं समाजसेवियों को भी सम्मानित किया जाएगा। <box>551 1204 724 1389</box>
notice-meta-row <box>899 2133 1097 2144</box>
railway-note: अपने टिकट का डिजिटल भुगतान करें <box>59 2306 182 2317</box>
notice-office: कार्यालय अनुविभागीय अधिकारी <box>276 1791 404 1804</box>
notice-sign-line-2: अपर जिला दण्डाधिकारी <box>1021 2290 1097 2300</box>
notice-date: इन्दौर, दिनांक - 31/12/2025 <box>1005 1653 1097 1663</box>
fog-body-col-2 <box>196 635 367 917</box>
notice-date: इन्दौर, दिनांक - 31/12/2025 <box>1224 1653 1316 1663</box>
notice-date: इन्दौर, दिनांक 22.12.2025 <box>1010 2146 1097 2156</box>
shak-kicker: दोपहर में मंगल पाठ, शाम को तांडव आरती, कन्याओं का पूजन भी <box>742 930 1108 948</box>
classifieds-band <box>15 1581 1542 2346</box>
shak-body-columns <box>742 1094 1091 1466</box>
ram-figure <box>312 955 541 1167</box>
notice-sign-line-1: अनुविभागीय अधिकारी <box>1464 1837 1535 1847</box>
body-text: कार्यक्रम समिति के प्रभारी गोपाल अग्रवाल, रामप्रसाद खंडेलवाल ने बताया कि महोत्सव का शुभारंभ आचार्यों के निर्देशन में सुबह 9 बजे स्थापना एवं विशेष पूजन के साथ होगा। मंगल पाठ में सरोज उषा, बिमलादेवी घाटिया, पुष्पादेवी खंडेलवाल, मुकेश अग्रवाल एवं श्रीमती राधादेवी आदि का सान्निध्य मिलेगा। शाम को तांडव आरती के साथ कन्या पूजन एवं भजन संध्या के आयोजन होंगे। <box>924 1207 1084 1381</box>
notice-sign-line-1: अनुविभागीय अधिकारी <box>1026 1825 1097 1836</box>
notice-number: क्रमांक/447/अटेंडी-4/2025 <box>899 2134 984 2143</box>
byline-city: ● इंदौर <box>938 234 1062 268</box>
notice-number: क्रमांक/441/अटेंडी-4/2025 <box>1337 2134 1423 2143</box>
notice-title: विज्ञप्ति <box>1200 1623 1234 1638</box>
change-of-name-text: I, TASNIM YUSUFBHAI CHAWALA D/O YUSUFBHAI SAIFUDDIN CHAWALA here by declare that after married i have changed my name as TASNIM MOHAMMED SINGAPURWALA W/O MOHAMMED SINGAPURWALA. So, from now onwards I will be known by my new name. <box>241 1620 439 1709</box>
shak-headline: शाकंभरी जयंती महोत्सव आज, कोलकाता से मंगाए गए 11 तरह के फूलों से होगा शृंगार <box>742 955 1058 1046</box>
byline <box>938 233 1062 270</box>
logo-word-1: पीपुल्स <box>19 25 101 62</box>
notice-body: 1. मेसर्स रावजी बाजार इस्टेट प्रा.लि. तर्फे अधिकृत श्री जितेन्द्र (पीथा) पिता स्व. श्री फूलचन्दजी जैन, निवासी - 272/3, सज्जन नगर, चितावद रोड़, इन्दौर द्वारा तहसील जूनी इन्दौर, जिला इन्दौर स्थित ग्राम पालदा की भूमि सर्वे नं. 119/1/3 रकबा 0.324 हे. भूमि का नामांतरण दर्ज करने बाबत् आवेदन प्रस्तुत किया गया है। 2. उक्त भूमि के संबंध में जिस किसी व्यक्ति अथवा संस्था को किसी भी प्रकार की आपत्ति हो तो वह स्वयं अथवा अपने अधिकृत अभिभाषक के माध्यम से न्यायालय में उपस्थित होकर लिखित आपत्ति प्रस्तुत कर सकता है। 3. प्रकरण में आगामी पेशी दिनांक 09/01/2026 को प्रातः 11 बजे नियत की गई है। नियत दिनांक के पश्चात प्राप्त आपत्तियों पर कोई विचार नहीं किया जावेगा। 4. यह विज्ञप्ति आज दिनांक 31/12/2025 को मेरे हस्ताक्षर एवं न्यायालयीन मुद्रा से जारी की गई। <box>1337 1682 1535 1831</box>
byline-phone: मो.नं. 7879619664 <box>742 1074 834 1087</box>
notice-sign-line-1: (रोशन राय) <box>1060 2278 1097 2289</box>
notice-date: इन्दौर, दिनांक - 31/12/2025 <box>347 1849 439 1859</box>
notice-number: क्रमांक/3014/री.एस.डी.ओ. - 1/25 <box>680 1642 788 1652</box>
khajrana-deck: दस भट्टियों पर 40 रसोइए लगातार 72 घंटे तक तैयार करेंगे भक्तों के लिए लड्डू प्रसाद <box>938 190 1533 226</box>
notice-number: क्रमांक/3011/री.एस.डी.ओ. - 1/25 <box>1337 1642 1446 1652</box>
ram-photo-caption: बर्फानी धाम के पीछे गणेश नगर में रामकथा सुनाते पं. मनोज भार्गव। <box>312 1139 515 1166</box>
notice-title: विज्ञप्ति <box>981 1623 1015 1638</box>
body-text: सास-सब्जी, फल-फूल उत्पन्न कराने वाली मां शाकंभरी देवी के 26वें महोत्सव की तैयारियां अंतिम दौर में पहुंच गई हैं। राज्य के विभिन्न जिलों से श्रद्धालुओं के आगमन की सूचनाएं मिलने लगी हैं। 4 जनवरी को कालानी नगर स्थित मंदिर में शाकंभरी जयंती महोत्सव मनाया जाएगा। इस दौरान प्रसिद्ध परंपरागत तांडव आरती के साथ ही दोपहर में मां शाकंभरी का विशेष पाठ भी होगा। महोत्सव में सुबह से शाम तक विभिन्न आयोजन होंगे। महोत्सव में मां शाकंभरी को समर्पित करने के लिए कोलकाता से चुनिंदा 11 <box>742 1095 910 1301</box>
body-text: सुबह के समय सड़कों पर भी वाहनों की रफ्तार धीमी रही। शुक्रवार सुबह इंदौर के साथ भोपाल, रतलाम सहित कई जिलों में कोहरे का असर देखने को मिला। कुछ इलाकों में विजिबिलिटी इतनी कम रही कि वाहन चालकों को लाइट जलाकर चलना पड़ा। हालांकि, दिन चढ़ने के साथ कोहरा कुछ छंटा, लेकिन आसमान में बादलों की मौजूदगी बनी रही। दूसरी ओर, रात के तापमान में हल्की बढ़ोतरी दर्ज की गई। इंदौर और उज्जैन में न्यूनतम तापमान 10 डिग्री सेल्सियस से ऊपर बना रहा। <box>203 636 361 870</box>
newspaper-logo <box>19 14 217 60</box>
notice-sign-line-2: अनुभाग जूनी इन्दौर (म.प्र.) <box>1451 1849 1535 1859</box>
